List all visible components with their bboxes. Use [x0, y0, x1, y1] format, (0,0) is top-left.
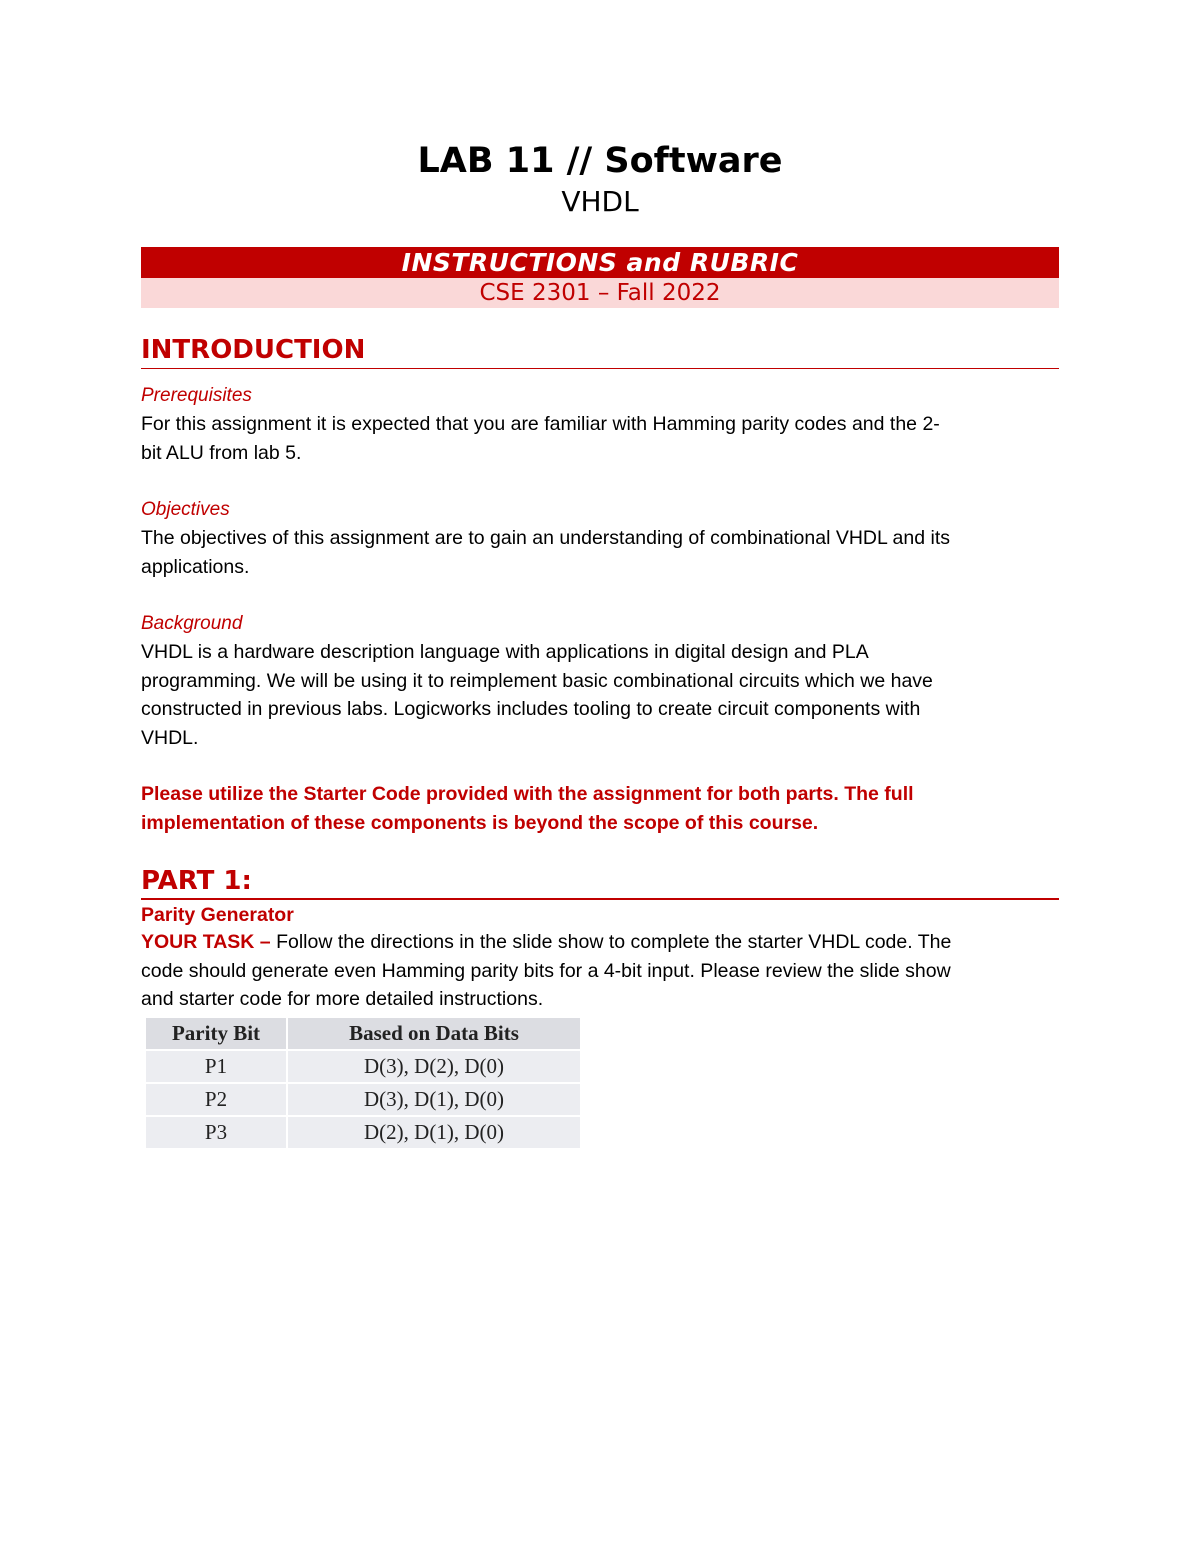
notice-line-2: implementation of these components is beyond the scope of this course. [141, 811, 819, 834]
background-label: Background [141, 613, 243, 634]
table-row [146, 1050, 581, 1083]
objectives-text [141, 524, 1059, 581]
data-bits-cell: D(3), D(1), D(0) [287, 1083, 581, 1116]
instructions-banner: INSTRUCTIONS and RUBRIC [141, 247, 1059, 278]
document-subtitle: VHDL [561, 185, 639, 218]
parity-bit-cell: P2 [146, 1083, 287, 1116]
starter-code-notice [141, 780, 1059, 837]
objectives-line-1: The objectives of this assignment are to gain an understanding of combinational VHDL and its [141, 527, 951, 549]
data-bits-cell: D(3), D(2), D(0) [287, 1050, 581, 1083]
prerequisites-label: Prerequisites [141, 385, 252, 406]
objectives-label: Objectives [141, 499, 230, 520]
introduction-rule [141, 368, 1059, 369]
notice-line-1: Please utilize the Starter Code provided with the assignment for both parts. The full [141, 783, 914, 805]
task-line-1 [141, 928, 1059, 957]
task-line-2: code should generate even Hamming parity bits for a 4-bit input. Please review the slide show [141, 959, 951, 982]
prerequisites-line-2: bit ALU from lab 5. [141, 441, 302, 464]
part1-rule [141, 898, 1059, 900]
course-banner: CSE 2301 – Fall 2022 [141, 278, 1059, 308]
task-line-1-text: Follow the directions in the slide show to complete the starter VHDL code. The [270, 931, 952, 953]
table-row [146, 1116, 581, 1149]
parity-bit-cell: P1 [146, 1050, 287, 1083]
objectives-line-2: applications. [141, 555, 250, 578]
background-line-2: programming. We will be using it to reimplement basic combinational circuits which we have [141, 669, 933, 692]
column-header-parity-bit: Parity Bit [146, 1018, 287, 1050]
introduction-heading: INTRODUCTION [141, 335, 366, 365]
background-line-3: constructed in previous labs. Logicworks includes tooling to create circuit components with [141, 698, 921, 721]
task-label: YOUR TASK – [141, 931, 271, 953]
document-title: LAB 11 // Software [417, 141, 783, 181]
table-header-row [146, 1018, 581, 1050]
task-line-3: and starter code for more detailed instructions. [141, 988, 544, 1011]
part1-heading: PART 1: [141, 866, 252, 896]
column-header-data-bits: Based on Data Bits [287, 1018, 581, 1050]
data-bits-cell: D(2), D(1), D(0) [287, 1116, 581, 1149]
table-row [146, 1083, 581, 1116]
task-description [141, 928, 1059, 1014]
parity-table [146, 1018, 582, 1150]
prerequisites-line-1: For this assignment it is expected that you are familiar with Hamming parity codes and the 2- [141, 413, 940, 435]
background-line-4: VHDL. [141, 727, 199, 750]
background-line-1: VHDL is a hardware description language with applications in digital design and PLA [141, 641, 869, 663]
background-text [141, 638, 1059, 753]
parity-generator-heading: Parity Generator [141, 904, 294, 926]
prerequisites-text [141, 410, 1059, 467]
parity-bit-cell: P3 [146, 1116, 287, 1149]
